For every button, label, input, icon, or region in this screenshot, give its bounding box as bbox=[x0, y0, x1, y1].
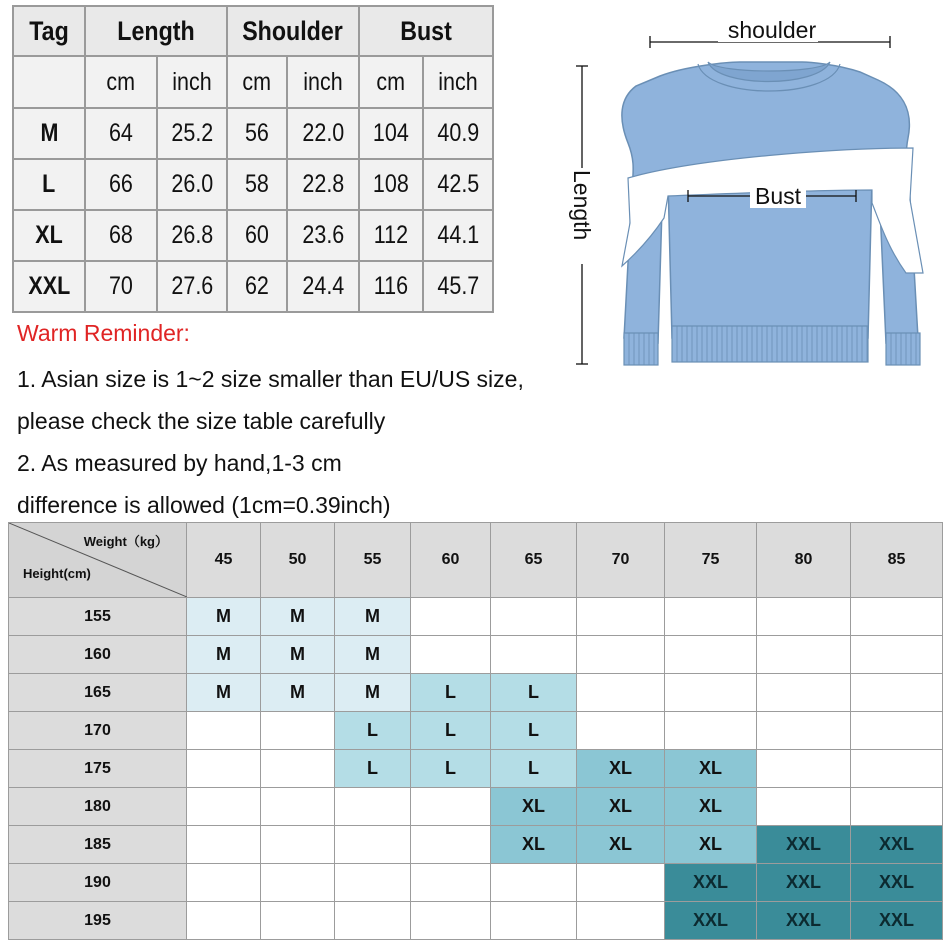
size-cell-length-cm: 70 bbox=[85, 261, 157, 312]
weight-header: 45 bbox=[187, 523, 261, 598]
shoulder-label: shoulder bbox=[727, 17, 817, 43]
size-tag: XXL bbox=[13, 261, 85, 312]
size-cell-shoulder-cm: 58 bbox=[227, 159, 287, 210]
header-shoulder: Shoulder bbox=[227, 6, 359, 56]
fit-row bbox=[9, 864, 943, 902]
height-header: 180 bbox=[9, 788, 187, 826]
size-recommendation: XL bbox=[491, 788, 577, 826]
size-recommendation: XXL bbox=[851, 826, 943, 864]
size-cell-shoulder-cm: 60 bbox=[227, 210, 287, 261]
size-recommendation: XL bbox=[665, 788, 757, 826]
weight-header: 60 bbox=[411, 523, 491, 598]
empty-cell bbox=[411, 864, 491, 902]
empty-cell bbox=[851, 712, 943, 750]
size-recommendation: L bbox=[411, 750, 491, 788]
empty-cell bbox=[491, 598, 577, 636]
empty-cell bbox=[187, 712, 261, 750]
size-recommendation: L bbox=[411, 674, 491, 712]
size-cell-length-in: 26.0 bbox=[157, 159, 227, 210]
header-length: Length bbox=[85, 6, 227, 56]
size-cell-length-in: 26.8 bbox=[157, 210, 227, 261]
empty-cell bbox=[757, 788, 851, 826]
hem-ribbing bbox=[672, 326, 868, 362]
size-tag: M bbox=[13, 108, 85, 159]
empty-cell bbox=[577, 902, 665, 940]
height-header: 185 bbox=[9, 826, 187, 864]
empty-cell bbox=[577, 864, 665, 902]
empty-cell bbox=[261, 750, 335, 788]
size-recommendation: L bbox=[491, 750, 577, 788]
size-recommendation: M bbox=[261, 598, 335, 636]
weight-axis-label: Weight（kg） bbox=[83, 534, 168, 549]
weight-header: 75 bbox=[665, 523, 757, 598]
size-cell-length-cm: 66 bbox=[85, 159, 157, 210]
size-recommendation: XL bbox=[491, 826, 577, 864]
size-table-units bbox=[13, 56, 493, 108]
size-recommendation: XXL bbox=[851, 864, 943, 902]
size-cell-bust-cm: 108 bbox=[359, 159, 423, 210]
empty-cell bbox=[187, 750, 261, 788]
size-cell-shoulder-cm: 62 bbox=[227, 261, 287, 312]
height-header: 190 bbox=[9, 864, 187, 902]
size-table-header bbox=[13, 6, 493, 56]
empty-cell bbox=[411, 902, 491, 940]
size-recommendation: M bbox=[335, 636, 411, 674]
height-axis-label: Height(cm) bbox=[23, 566, 91, 581]
empty-cell bbox=[757, 674, 851, 712]
size-recommendation: XL bbox=[577, 788, 665, 826]
empty-cell bbox=[665, 674, 757, 712]
size-recommendation: L bbox=[335, 712, 411, 750]
weight-header: 70 bbox=[577, 523, 665, 598]
empty-cell bbox=[187, 864, 261, 902]
empty-cell bbox=[577, 598, 665, 636]
empty-cell bbox=[851, 636, 943, 674]
size-recommendation: XL bbox=[577, 750, 665, 788]
size-cell-shoulder-in: 24.4 bbox=[287, 261, 359, 312]
empty-cell bbox=[411, 636, 491, 674]
size-tag: XL bbox=[13, 210, 85, 261]
empty-cell bbox=[757, 712, 851, 750]
size-recommendation: L bbox=[491, 712, 577, 750]
reminder-title: Warm Reminder: bbox=[17, 320, 190, 346]
sweater-illustration bbox=[622, 62, 923, 365]
fit-row bbox=[9, 902, 943, 940]
empty-cell bbox=[335, 902, 411, 940]
size-cell-shoulder-in: 23.6 bbox=[287, 210, 359, 261]
empty-cell bbox=[335, 826, 411, 864]
size-recommendation: M bbox=[261, 674, 335, 712]
length-measure bbox=[569, 66, 596, 364]
height-header: 165 bbox=[9, 674, 187, 712]
size-recommendation: XXL bbox=[757, 826, 851, 864]
size-cell-bust-in: 40.9 bbox=[423, 108, 493, 159]
size-cell-bust-in: 42.5 bbox=[423, 159, 493, 210]
empty-cell bbox=[187, 902, 261, 940]
size-recommendation: XXL bbox=[665, 864, 757, 902]
empty-cell bbox=[851, 788, 943, 826]
size-recommendation: M bbox=[335, 674, 411, 712]
size-recommendation: M bbox=[187, 598, 261, 636]
fit-row bbox=[9, 674, 943, 712]
size-recommendation: XL bbox=[577, 826, 665, 864]
length-label: Length bbox=[569, 170, 595, 241]
reminder-line: please check the size table carefully bbox=[17, 408, 386, 434]
empty-cell bbox=[335, 788, 411, 826]
empty-cell bbox=[491, 902, 577, 940]
empty-cell bbox=[577, 674, 665, 712]
size-cell-shoulder-in: 22.8 bbox=[287, 159, 359, 210]
unit-cell: cm bbox=[359, 56, 423, 108]
empty-cell bbox=[757, 636, 851, 674]
empty-cell bbox=[851, 674, 943, 712]
unit-cell: inch bbox=[287, 56, 359, 108]
weight-header: 80 bbox=[757, 523, 851, 598]
size-row-xxl bbox=[13, 261, 493, 312]
empty-cell bbox=[187, 788, 261, 826]
weight-header: 85 bbox=[851, 523, 943, 598]
bust-label: Bust bbox=[754, 183, 802, 209]
unit-cell: inch bbox=[423, 56, 493, 108]
unit-cell: inch bbox=[157, 56, 227, 108]
size-recommendation: M bbox=[187, 636, 261, 674]
empty-cell bbox=[577, 712, 665, 750]
size-table-body bbox=[13, 108, 493, 312]
size-recommendation: L bbox=[491, 674, 577, 712]
fit-row bbox=[9, 598, 943, 636]
fit-row bbox=[9, 712, 943, 750]
weight-header: 55 bbox=[335, 523, 411, 598]
size-recommendation: L bbox=[335, 750, 411, 788]
size-cell-shoulder-cm: 56 bbox=[227, 108, 287, 159]
size-row-m bbox=[13, 108, 493, 159]
size-recommendation: XL bbox=[665, 826, 757, 864]
empty-cell bbox=[665, 598, 757, 636]
empty-cell bbox=[757, 598, 851, 636]
size-recommendation: M bbox=[261, 636, 335, 674]
empty-cell bbox=[187, 826, 261, 864]
sweater-diagram bbox=[568, 8, 948, 378]
fit-row bbox=[9, 750, 943, 788]
height-header: 160 bbox=[9, 636, 187, 674]
empty-cell bbox=[411, 826, 491, 864]
empty-cell bbox=[757, 750, 851, 788]
empty-cell bbox=[491, 636, 577, 674]
size-cell-bust-in: 44.1 bbox=[423, 210, 493, 261]
size-recommendation: XXL bbox=[851, 902, 943, 940]
size-tag: L bbox=[13, 159, 85, 210]
unit-cell: cm bbox=[227, 56, 287, 108]
weight-header: 50 bbox=[261, 523, 335, 598]
empty-cell bbox=[851, 750, 943, 788]
empty-cell bbox=[261, 712, 335, 750]
size-recommendation: XL bbox=[665, 750, 757, 788]
empty-cell bbox=[665, 712, 757, 750]
empty-cell bbox=[261, 788, 335, 826]
size-recommendation: XXL bbox=[757, 864, 851, 902]
fit-table-corner bbox=[9, 523, 187, 598]
header-bust: Bust bbox=[359, 6, 493, 56]
size-cell-length-cm: 68 bbox=[85, 210, 157, 261]
size-cell-length-in: 27.6 bbox=[157, 261, 227, 312]
shoulder-measure bbox=[650, 17, 890, 48]
size-cell-bust-cm: 104 bbox=[359, 108, 423, 159]
size-cell-length-in: 25.2 bbox=[157, 108, 227, 159]
size-recommendation: XXL bbox=[665, 902, 757, 940]
size-cell-shoulder-in: 22.0 bbox=[287, 108, 359, 159]
empty-cell bbox=[665, 636, 757, 674]
size-cell-bust-cm: 116 bbox=[359, 261, 423, 312]
empty-cell bbox=[261, 902, 335, 940]
empty-cell bbox=[577, 636, 665, 674]
fit-row bbox=[9, 788, 943, 826]
size-recommendation: XXL bbox=[757, 902, 851, 940]
height-header: 170 bbox=[9, 712, 187, 750]
weight-header: 65 bbox=[491, 523, 577, 598]
fit-table bbox=[8, 522, 943, 940]
height-header: 155 bbox=[9, 598, 187, 636]
size-row-xl bbox=[13, 210, 493, 261]
unit-cell: cm bbox=[85, 56, 157, 108]
empty-cell bbox=[411, 598, 491, 636]
size-cell-bust-in: 45.7 bbox=[423, 261, 493, 312]
empty-cell bbox=[261, 826, 335, 864]
size-table bbox=[12, 5, 494, 313]
reminder-line: 1. Asian size is 1~2 size smaller than EU/US size, bbox=[17, 366, 524, 392]
size-recommendation: M bbox=[187, 674, 261, 712]
height-header: 195 bbox=[9, 902, 187, 940]
size-recommendation: M bbox=[335, 598, 411, 636]
fit-table-header bbox=[9, 523, 943, 598]
fit-row bbox=[9, 636, 943, 674]
empty-cell bbox=[411, 788, 491, 826]
empty-cell bbox=[851, 598, 943, 636]
size-cell-length-cm: 64 bbox=[85, 108, 157, 159]
size-recommendation: L bbox=[411, 712, 491, 750]
empty-cell bbox=[261, 864, 335, 902]
empty-cell bbox=[335, 864, 411, 902]
header-tag: Tag bbox=[13, 6, 85, 56]
reminder-line: 2. As measured by hand,1-3 cm bbox=[17, 450, 342, 476]
reminder-line: difference is allowed (1cm=0.39inch) bbox=[17, 492, 391, 518]
fit-row bbox=[9, 826, 943, 864]
empty-cell bbox=[491, 864, 577, 902]
unit-blank bbox=[13, 56, 85, 108]
size-cell-bust-cm: 112 bbox=[359, 210, 423, 261]
fit-table-body bbox=[9, 598, 943, 940]
height-header: 175 bbox=[9, 750, 187, 788]
size-row-l bbox=[13, 159, 493, 210]
